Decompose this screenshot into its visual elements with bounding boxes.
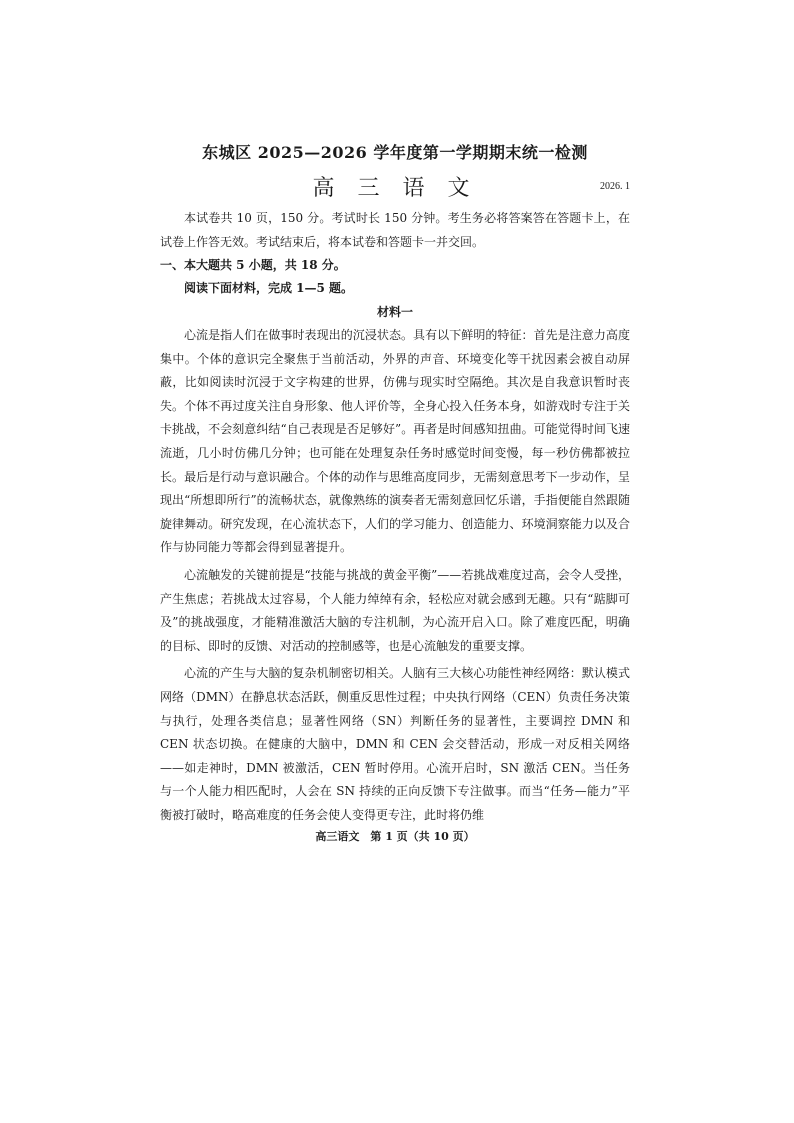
material-paragraph: 心流是指人们在做事时表现出的沉浸状态。具有以下鲜明的特征：首先是注意力高度集中。个体的意识完全聚焦于当前活动，外界的声音、环境变化等干扰因素会被自动屏蔽，比如阅读时沉浸于文字构建的世界，仿佛与现实时空隔绝。其次是自我意识暂时丧失。个体不再过度关注自身形象、他人评价等，全身心投入任务本身，如游戏时专注于关卡挑战，不会刻意纠结“自己表现是否足够好”。再者是时间感知扭曲。可能觉得时间飞速流逝，几小时仿佛几分钟；也可能在处理复杂任务时感觉时间变慢，每一秒仿佛都被拉长。最后是行动与意识融合。个体的动作与思维高度同步，无需刻意思考下一步动作，呈现出“所想即所行”的流畅状态，就像熟练的演奏者无需刻意回忆乐谱，手指便能自然跟随旋律舞动。研究发现，在心流状态下，人们的学习能力、创造能力、环境洞察能力以及合作与协同能力等都会得到显著提升。 <box>160 328 630 555</box>
section-heading: 一、本大题共 5 小题，共 18 分。 <box>160 258 346 272</box>
subtitle-row <box>160 169 630 203</box>
exam-page <box>160 140 630 831</box>
page-footer: 高三语文 第 1 页（共 10 页） <box>315 830 475 843</box>
exam-date: 2026. 1 <box>600 181 630 192</box>
exam-instructions: 本试卷共 10 页，150 分。考试时长 150 分钟。考生务必将答案答在答题卡上，在试卷上作答无效。考试结束后，将本试卷和答题卡一并交回。 <box>160 211 630 249</box>
reading-instruction: 阅读下面材料，完成 1—5 题。 <box>184 281 354 295</box>
material-paragraph: 心流的产生与大脑的复杂机制密切相关。人脑有三大核心功能性神经网络：默认模式网络（DMN）在静息状态活跃，侧重反思性过程；中央执行网络（CEN）负责任务决策与执行，处理各类信息；显著性网络（SN）判断任务的显著性，主要调控 DMN 和 CEN 状态切换。在健康的大脑中，DMN 和 CEN 会交替活动，形成一对反相关网络——如走神时，DMN 被激活，CEN 暂时停用。心流开启时，SN 激活 CEN。当任务与一个人能力相匹配时，人会在 SN 持续的正向反馈下专注做事。而当“任务—能力”平衡被打破时，略高难度的任务会使人变得更专注，此时将仍维 <box>160 666 630 822</box>
material-title: 材料一 <box>376 305 413 319</box>
exam-title: 东城区 2025—2026 学年度第一学期期末统一检测 <box>202 143 588 162</box>
subject-title: 高 三 语 文 <box>312 176 478 201</box>
material-paragraph: 心流触发的关键前提是“技能与挑战的黄金平衡”——若挑战难度过高，会令人受挫，产生焦虑；若挑战太过容易，个人能力绰绰有余，轻松应对就会感到无趣。只有“踮脚可及”的挑战强度，才能精准激活大脑的专注机制，为心流开启入口。除了难度匹配，明确的目标、即时的反馈、对活动的控制感等，也是心流触发的重要支撑。 <box>160 567 630 653</box>
